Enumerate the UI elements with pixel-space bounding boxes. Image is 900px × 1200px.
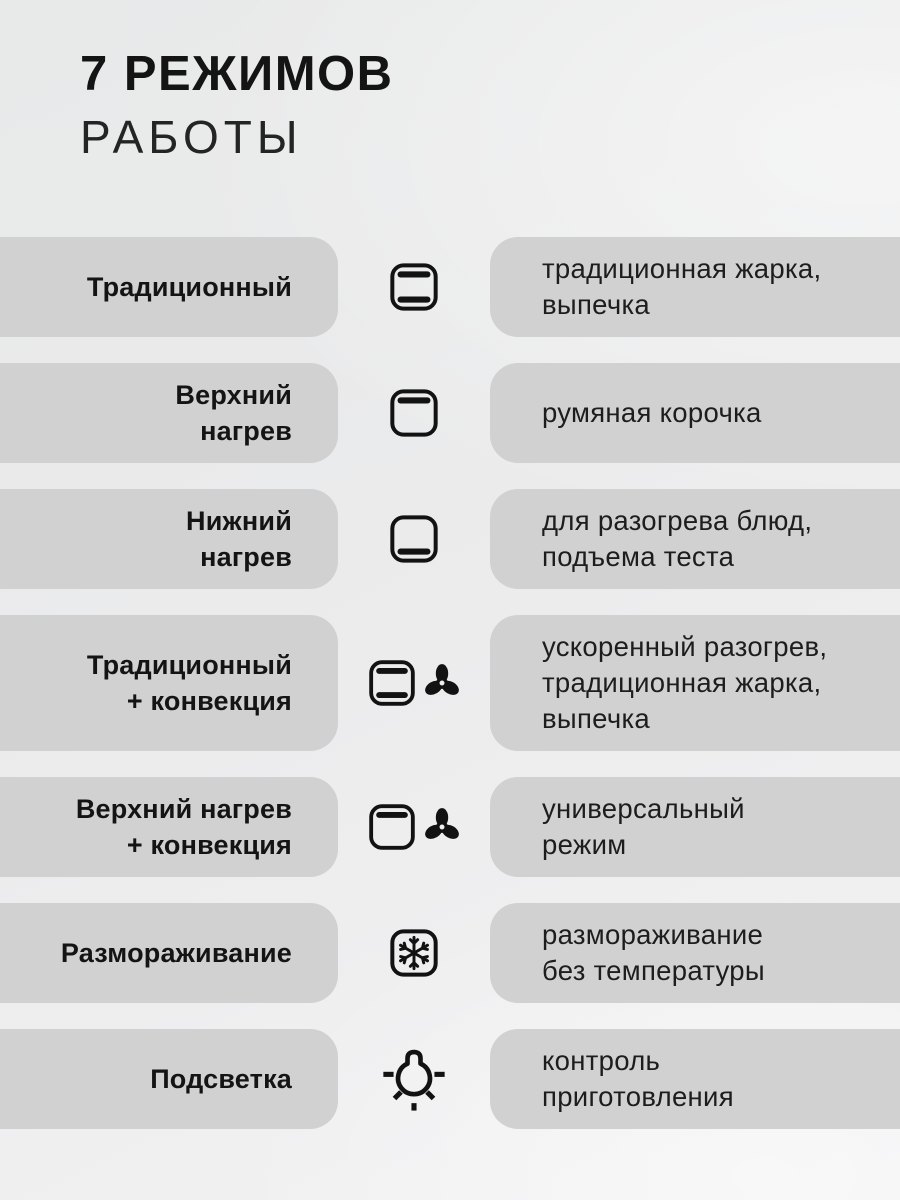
mode-description <box>542 251 821 323</box>
oven-top-heat-icon <box>367 802 417 852</box>
light-bulb-icon-cell <box>338 1029 490 1129</box>
oven-top-bottom-heat-icon <box>388 261 440 313</box>
text-line: ускоренный разогрев, <box>542 631 828 662</box>
text-line: без температуры <box>542 955 765 986</box>
text-line: контроль <box>542 1045 661 1076</box>
text-line: выпечка <box>542 703 651 734</box>
mode-row <box>0 903 900 1003</box>
text-line: нагрев <box>200 542 292 572</box>
text-line: Верхний <box>175 380 292 410</box>
convection-fan-icon <box>422 663 462 703</box>
convection-fan-icon <box>422 807 462 847</box>
mode-description-pill <box>490 615 900 751</box>
text-line: румяная корочка <box>542 397 762 428</box>
mode-row <box>0 777 900 877</box>
text-line: Нижний <box>186 506 292 536</box>
mode-name-pill <box>0 1029 338 1129</box>
text-line: размораживание <box>542 919 764 950</box>
text-line: + конвекция <box>126 830 292 860</box>
text-line: универсальный <box>542 793 745 824</box>
mode-name <box>87 269 292 305</box>
text-line: выпечка <box>542 289 651 320</box>
mode-row <box>0 489 900 589</box>
text-line: Верхний нагрев <box>75 794 292 824</box>
text-line: Традиционный <box>86 650 292 680</box>
text-line: режим <box>542 829 627 860</box>
text-line: + конвекция <box>126 686 292 716</box>
mode-description-pill <box>490 363 900 463</box>
mode-description <box>542 629 827 737</box>
mode-description-pill <box>490 777 900 877</box>
mode-name <box>175 377 292 449</box>
text-line: приготовления <box>542 1081 734 1112</box>
page-title <box>80 46 394 165</box>
mode-name <box>186 503 292 575</box>
mode-description-pill <box>490 237 900 337</box>
defrost-snowflake-icon <box>388 927 440 979</box>
mode-description-pill <box>490 489 900 589</box>
text-line: традиционная жарка, <box>542 667 822 698</box>
mode-row <box>0 1029 900 1129</box>
text-line: нагрев <box>200 416 292 446</box>
oven-bottom-heat-icon <box>388 513 440 565</box>
defrost-snowflake-icon-cell <box>338 903 490 1003</box>
text-line: для разогрева блюд, <box>542 505 813 536</box>
light-bulb-icon <box>375 1040 453 1118</box>
text-line: Подсветка <box>150 1064 292 1094</box>
mode-name <box>87 647 292 719</box>
text-line: Традиционный <box>86 272 292 302</box>
mode-description-pill <box>490 1029 900 1129</box>
title-line-light: РАБОТЫ <box>80 111 303 163</box>
title-line-bold: 7 РЕЖИМОВ <box>80 47 394 101</box>
mode-name-pill <box>0 777 338 877</box>
mode-description <box>542 395 762 431</box>
mode-row <box>0 615 900 751</box>
modes-list <box>0 237 900 1129</box>
mode-name <box>150 1061 292 1097</box>
mode-name-pill <box>0 363 338 463</box>
mode-name-pill <box>0 903 338 1003</box>
mode-row <box>0 363 900 463</box>
oven-top-heat-fan-icon-cell <box>338 777 490 877</box>
mode-row <box>0 237 900 337</box>
mode-name-pill <box>0 615 338 751</box>
mode-description <box>542 917 765 989</box>
mode-description <box>542 503 812 575</box>
oven-top-bottom-heat-icon <box>367 658 417 708</box>
mode-name <box>61 935 292 971</box>
text-line: Размораживание <box>60 938 292 968</box>
oven-top-bottom-heat-fan-icon-cell <box>338 615 490 751</box>
mode-name-pill <box>0 237 338 337</box>
oven-top-bottom-heat-icon-cell <box>338 237 490 337</box>
mode-description <box>542 791 745 863</box>
oven-top-heat-icon <box>388 387 440 439</box>
mode-name-pill <box>0 489 338 589</box>
mode-description <box>542 1043 734 1115</box>
oven-top-heat-icon-cell <box>338 363 490 463</box>
text-line: подъема теста <box>542 541 735 572</box>
mode-description-pill <box>490 903 900 1003</box>
mode-name <box>76 791 292 863</box>
text-line: традиционная жарка, <box>542 253 822 284</box>
oven-bottom-heat-icon-cell <box>338 489 490 589</box>
